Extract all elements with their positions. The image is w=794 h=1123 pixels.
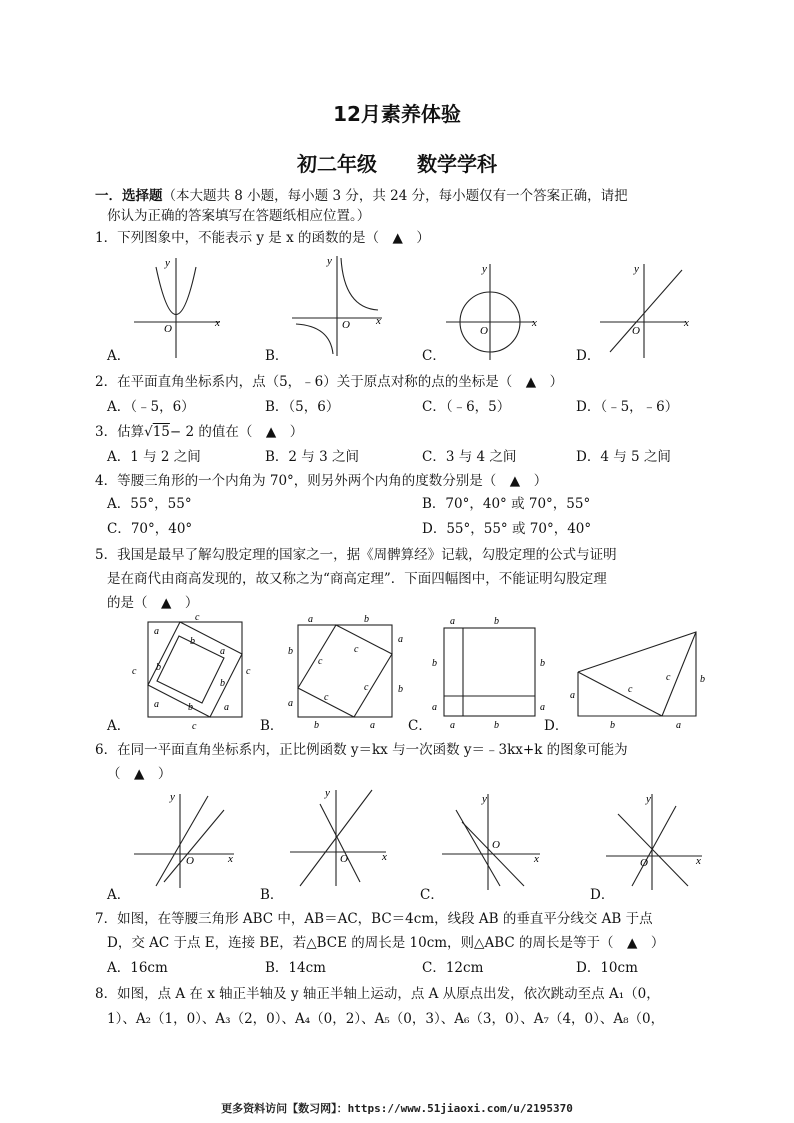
side-label: a: [540, 702, 545, 713]
section-header: [95, 186, 628, 206]
y-axis-label: y: [482, 263, 487, 275]
q3-stem: [95, 422, 303, 442]
q1-graph-c: [446, 263, 537, 360]
page-title: 12月素养体验: [333, 102, 461, 126]
q1-option-d[interactable]: D．: [576, 348, 601, 364]
side-label: c: [354, 644, 359, 655]
x-axis-label: x: [696, 855, 701, 867]
q4-option-c[interactable]: C．70°，40°: [107, 521, 193, 537]
q5-figure-b: [288, 614, 403, 731]
section-note-1: （本大题共 8 小题，每小题 3 分，共 24 分，每小题仅有一个答案正确，请把: [162, 188, 628, 204]
side-label: b: [188, 702, 193, 713]
y-axis-label: y: [482, 793, 487, 805]
q3-option-b[interactable]: B．2 与 3 之间: [265, 449, 359, 465]
side-label: a: [570, 690, 575, 701]
q6-graph-d: [606, 793, 702, 890]
x-axis-label: x: [684, 317, 689, 329]
side-label: a: [398, 634, 403, 645]
q6-graphs: [120, 782, 720, 892]
q5-figure-a: [132, 612, 251, 732]
q5-option-b[interactable]: B．: [260, 718, 284, 734]
hyperbola-branch: [296, 324, 333, 354]
q1-graph-d: [600, 263, 689, 358]
q4-option-b[interactable]: B．70°，40° 或 70°，55°: [422, 496, 591, 512]
q2-option-d[interactable]: D．（﹣5，﹣6）: [576, 399, 679, 415]
side-label: c: [364, 682, 369, 693]
q2-option-a[interactable]: A．（﹣5，6）: [107, 399, 195, 415]
section-note-2: 你认为正确的答案填写在答题纸相应位置。）: [107, 208, 371, 224]
side-label: b: [156, 662, 161, 673]
q1-graph-b: [292, 255, 382, 356]
q7-line-2: D，交 AC 于点 E，连接 BE，若△BCE 的周长是 10cm，则△ABC 的周长是等于（ ▲ ）: [107, 935, 665, 951]
q5-line-2: 是在商代由商高发现的，故又称之为“商高定理”．下面四幅图中，不能证明勾股定理: [107, 571, 607, 587]
side-label: b: [494, 720, 499, 731]
q3-stem-suffix: − 2 的值在（ ▲ ）: [169, 424, 304, 440]
x-axis-label: x: [215, 317, 220, 329]
q1-graph-a: [134, 257, 220, 358]
graph-line: [618, 814, 688, 886]
q6-graph-c: [442, 793, 540, 890]
q8-line-1: 8．如图，点 A 在 x 轴正半轴及 y 轴正半轴上运动，点 A 从原点出发，依次跳动至点 A₁（0，: [95, 986, 660, 1002]
q7-option-a[interactable]: A．16cm: [107, 960, 168, 976]
q1-stem: 1．下列图象中，不能表示 y 是 x 的函数的是（ ▲ ）: [95, 230, 430, 246]
hyperbola-branch: [341, 258, 378, 310]
q3-option-d[interactable]: D．4 与 5 之间: [576, 449, 671, 465]
side-label: c: [324, 692, 329, 703]
sqrt-sign: √: [144, 424, 153, 440]
q6-option-c[interactable]: C．: [420, 887, 444, 903]
q5-option-d[interactable]: D．: [544, 718, 569, 734]
origin-label: O: [164, 323, 172, 335]
q3-option-c[interactable]: C．3 与 4 之间: [422, 449, 517, 465]
q5-figure-c: [432, 616, 545, 731]
graph-line: [320, 804, 360, 882]
side-label: c: [628, 684, 633, 695]
side-label: a: [288, 698, 293, 709]
side-label: a: [450, 616, 455, 627]
side-label: c: [192, 721, 197, 732]
side-label: c: [246, 666, 251, 677]
side-label: b: [610, 720, 615, 731]
x-axis-label: x: [376, 315, 381, 327]
side-label: b: [364, 614, 369, 625]
q6-option-a[interactable]: A．: [107, 887, 131, 903]
side-label: b: [190, 636, 195, 647]
origin-label: O: [186, 855, 194, 867]
q5-line-3: 的是（ ▲ ）: [107, 595, 199, 611]
side-label: b: [540, 658, 545, 669]
q3-stem-prefix: 3．估算: [95, 424, 145, 440]
q5-line-1: 5．我国是最早了解勾股定理的国家之一，据《周髀算经》记载，勾股定理的公式与证明: [95, 547, 617, 563]
side-label: b: [220, 678, 225, 689]
y-axis-label: y: [327, 255, 332, 267]
q5-figure-d: [570, 632, 705, 731]
side-label: a: [220, 646, 225, 657]
footer-link[interactable]: 更多资料访问【数习网】：https://www.51jiaoxi.com/u/2195370: [221, 1102, 573, 1115]
x-axis-label: x: [532, 317, 537, 329]
y-axis-label: y: [165, 257, 170, 269]
y-axis-label: y: [170, 791, 175, 803]
side-label: c: [318, 656, 323, 667]
q1-option-b[interactable]: B．: [265, 348, 289, 364]
side-label: b: [288, 646, 293, 657]
side-label: b: [494, 616, 499, 627]
side-label: b: [700, 674, 705, 685]
q2-stem: 2．在平面直角坐标系内，点（5，﹣6）关于原点对称的点的坐标是（ ▲ ）: [95, 374, 564, 390]
x-axis-label: x: [228, 853, 233, 865]
q4-option-d[interactable]: D．55°，55° 或 70°，40°: [422, 521, 592, 537]
straight-line: [610, 270, 682, 352]
origin-label: O: [340, 853, 348, 865]
graph-line: [156, 796, 208, 886]
origin-label: O: [632, 325, 640, 337]
q4-stem: 4．等腰三角形的一个内角为 70°，则另外两个内角的度数分别是（ ▲ ）: [95, 473, 548, 489]
q4-option-a[interactable]: A．55°，55°: [107, 496, 192, 512]
y-axis-label: y: [325, 787, 330, 799]
origin-label: O: [342, 319, 350, 331]
graph-line: [632, 806, 676, 886]
side-label: a: [676, 720, 681, 731]
q6-option-d[interactable]: D．: [590, 887, 615, 903]
q5-option-a[interactable]: A．: [107, 718, 131, 734]
q8-line-2: 1）、A₂（1，0）、A₃（2，0）、A₄（0，2）、A₅（0，3）、A₆（3，0）、A₇（4，0）、A₈（0，: [107, 1011, 665, 1027]
q3-radical: 15: [152, 424, 170, 440]
side-label: a: [308, 614, 313, 625]
side-label: a: [154, 699, 159, 710]
side-label: c: [195, 612, 200, 623]
q6-option-b[interactable]: B．: [260, 887, 284, 903]
q6-graph-a: [134, 791, 234, 888]
side-label: c: [132, 666, 137, 677]
section-heading: 一．选择题: [95, 188, 163, 204]
q2-option-b[interactable]: B．（5，6）: [265, 399, 340, 415]
side-label: a: [370, 720, 375, 731]
q7-option-b[interactable]: B．14cm: [265, 960, 326, 976]
y-axis-label: y: [646, 793, 651, 805]
side-label: a: [450, 720, 455, 731]
q6-line-2: （ ▲ ）: [107, 766, 172, 782]
page-subtitle: 初二年级 数学学科: [297, 152, 497, 176]
q1-option-a[interactable]: A．: [107, 348, 131, 364]
x-axis-label: x: [534, 853, 539, 865]
y-axis-label: y: [634, 263, 639, 275]
x-axis-label: x: [382, 851, 387, 863]
origin-label: O: [480, 325, 488, 337]
side-label: b: [314, 720, 319, 731]
side-label: b: [432, 658, 437, 669]
q6-graph-b: [290, 787, 387, 886]
q7-line-1: 7．如图，在等腰三角形 ABC 中，AB＝AC，BC＝4cm，线段 AB 的垂直平分线交 AB 于点: [95, 911, 653, 927]
side-label: c: [666, 672, 671, 683]
q5-option-c[interactable]: C．: [408, 718, 432, 734]
q7-option-d[interactable]: D．10cm: [576, 960, 638, 976]
origin-label: O: [492, 839, 500, 851]
q7-option-c[interactable]: C．12cm: [422, 960, 484, 976]
side-label: a: [432, 702, 437, 713]
side-label: a: [224, 702, 229, 713]
origin-label: O: [640, 857, 648, 869]
q6-line-1: 6．在同一平面直角坐标系内，正比例函数 y＝kx 与一次函数 y＝﹣3kx+k 的图象可能为: [95, 742, 628, 758]
q1-option-c[interactable]: C．: [422, 348, 446, 364]
q2-option-c[interactable]: C．（﹣6，5）: [422, 399, 511, 415]
side-label: a: [154, 626, 159, 637]
q3-option-a[interactable]: A．1 与 2 之间: [107, 449, 201, 465]
side-label: b: [398, 684, 403, 695]
